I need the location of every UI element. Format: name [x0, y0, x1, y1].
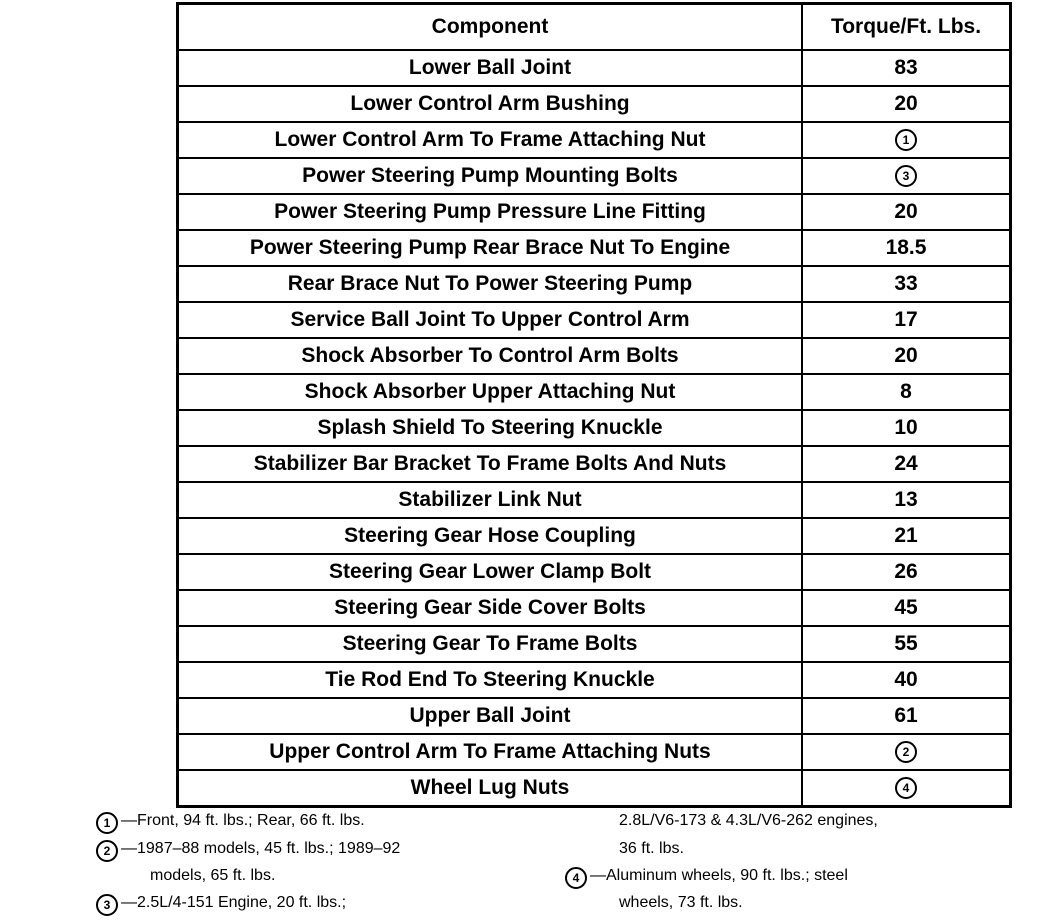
table-row [179, 410, 1009, 446]
component-cell: Steering Gear Side Cover Bolts [179, 590, 802, 626]
component-cell: Stabilizer Link Nut [179, 482, 802, 518]
table-row [179, 626, 1009, 662]
torque-cell: 8 [802, 374, 1009, 410]
footnote-text: —Aluminum wheels, 90 ft. lbs.; steel [590, 867, 848, 884]
table-row [179, 554, 1009, 590]
footnote-text: —Front, 94 ft. lbs.; Rear, 66 ft. lbs. [121, 812, 365, 829]
torque-cell [802, 734, 1009, 770]
footnote-marker: 2 [96, 840, 118, 862]
footnote-2-continuation [150, 867, 275, 885]
component-cell: Splash Shield To Steering Knuckle [179, 410, 802, 446]
footnote-text: —2.5L/4-151 Engine, 20 ft. lbs.; [121, 894, 347, 911]
torque-cell: 21 [802, 518, 1009, 554]
torque-cell [802, 158, 1009, 194]
component-cell: Steering Gear Hose Coupling [179, 518, 802, 554]
footnote-text: 36 ft. lbs. [619, 840, 684, 857]
table-row [179, 482, 1009, 518]
table-row [179, 302, 1009, 338]
footnote-4 [565, 867, 848, 889]
component-cell: Upper Ball Joint [179, 698, 802, 734]
component-cell: Shock Absorber To Control Arm Bolts [179, 338, 802, 374]
torque-cell: 55 [802, 626, 1009, 662]
table-row [179, 590, 1009, 626]
table-row [179, 194, 1009, 230]
table-row [179, 770, 1009, 805]
footnote-3-continuation [619, 812, 878, 830]
table-row [179, 734, 1009, 770]
torque-cell: 20 [802, 86, 1009, 122]
table-row [179, 518, 1009, 554]
torque-cell: 17 [802, 302, 1009, 338]
component-cell: Steering Gear To Frame Bolts [179, 626, 802, 662]
torque-cell: 13 [802, 482, 1009, 518]
footnote-marker: 4 [565, 867, 587, 889]
table-row [179, 50, 1009, 86]
table-row [179, 698, 1009, 734]
component-cell: Power Steering Pump Pressure Line Fitting [179, 194, 802, 230]
table-row [179, 86, 1009, 122]
component-cell: Tie Rod End To Steering Knuckle [179, 662, 802, 698]
torque-cell [802, 770, 1009, 805]
footnote-marker: 1 [96, 812, 118, 834]
table-row [179, 266, 1009, 302]
torque-cell: 18.5 [802, 230, 1009, 266]
component-cell: Stabilizer Bar Bracket To Frame Bolts And Nuts [179, 446, 802, 482]
component-cell: Lower Control Arm To Frame Attaching Nut [179, 122, 802, 158]
footnote-marker: 2 [895, 741, 917, 763]
component-cell: Lower Control Arm Bushing [179, 86, 802, 122]
torque-table [176, 2, 1012, 808]
component-cell: Upper Control Arm To Frame Attaching Nuts [179, 734, 802, 770]
table-header-row [179, 5, 1009, 50]
footnote-text: —1987–88 models, 45 ft. lbs.; 1989–92 [121, 840, 401, 857]
component-cell: Power Steering Pump Rear Brace Nut To Engine [179, 230, 802, 266]
torque-cell: 26 [802, 554, 1009, 590]
footnote-3 [96, 894, 346, 916]
footnote-1 [96, 812, 365, 834]
torque-cell [802, 122, 1009, 158]
table-row [179, 662, 1009, 698]
component-cell: Shock Absorber Upper Attaching Nut [179, 374, 802, 410]
component-cell: Lower Ball Joint [179, 50, 802, 86]
torque-cell: 20 [802, 338, 1009, 374]
table-row [179, 230, 1009, 266]
torque-cell: 20 [802, 194, 1009, 230]
footnote-text: models, 65 ft. lbs. [150, 867, 276, 884]
torque-cell: 33 [802, 266, 1009, 302]
torque-cell: 83 [802, 50, 1009, 86]
table-row [179, 374, 1009, 410]
footnote-4-continuation [619, 894, 743, 912]
torque-cell: 24 [802, 446, 1009, 482]
column-header-component: Component [179, 5, 802, 50]
footnote-marker: 3 [895, 165, 917, 187]
component-cell: Steering Gear Lower Clamp Bolt [179, 554, 802, 590]
table-row [179, 338, 1009, 374]
component-cell: Wheel Lug Nuts [179, 770, 802, 805]
component-cell: Rear Brace Nut To Power Steering Pump [179, 266, 802, 302]
footnote-marker: 4 [895, 777, 917, 799]
footnote-marker: 1 [895, 129, 917, 151]
component-cell: Service Ball Joint To Upper Control Arm [179, 302, 802, 338]
table-row [179, 158, 1009, 194]
torque-cell: 40 [802, 662, 1009, 698]
footnote-text: 2.8L/V6-173 & 4.3L/V6-262 engines, [619, 812, 878, 829]
column-header-torque: Torque/Ft. Lbs. [802, 5, 1009, 50]
table-row [179, 446, 1009, 482]
footnote-marker: 3 [96, 894, 118, 916]
footnote-2 [96, 840, 400, 862]
footnote-text: wheels, 73 ft. lbs. [619, 894, 743, 911]
footnote-3-continuation-2 [619, 840, 684, 858]
component-cell: Power Steering Pump Mounting Bolts [179, 158, 802, 194]
torque-cell: 10 [802, 410, 1009, 446]
table-row [179, 122, 1009, 158]
torque-cell: 45 [802, 590, 1009, 626]
torque-cell: 61 [802, 698, 1009, 734]
